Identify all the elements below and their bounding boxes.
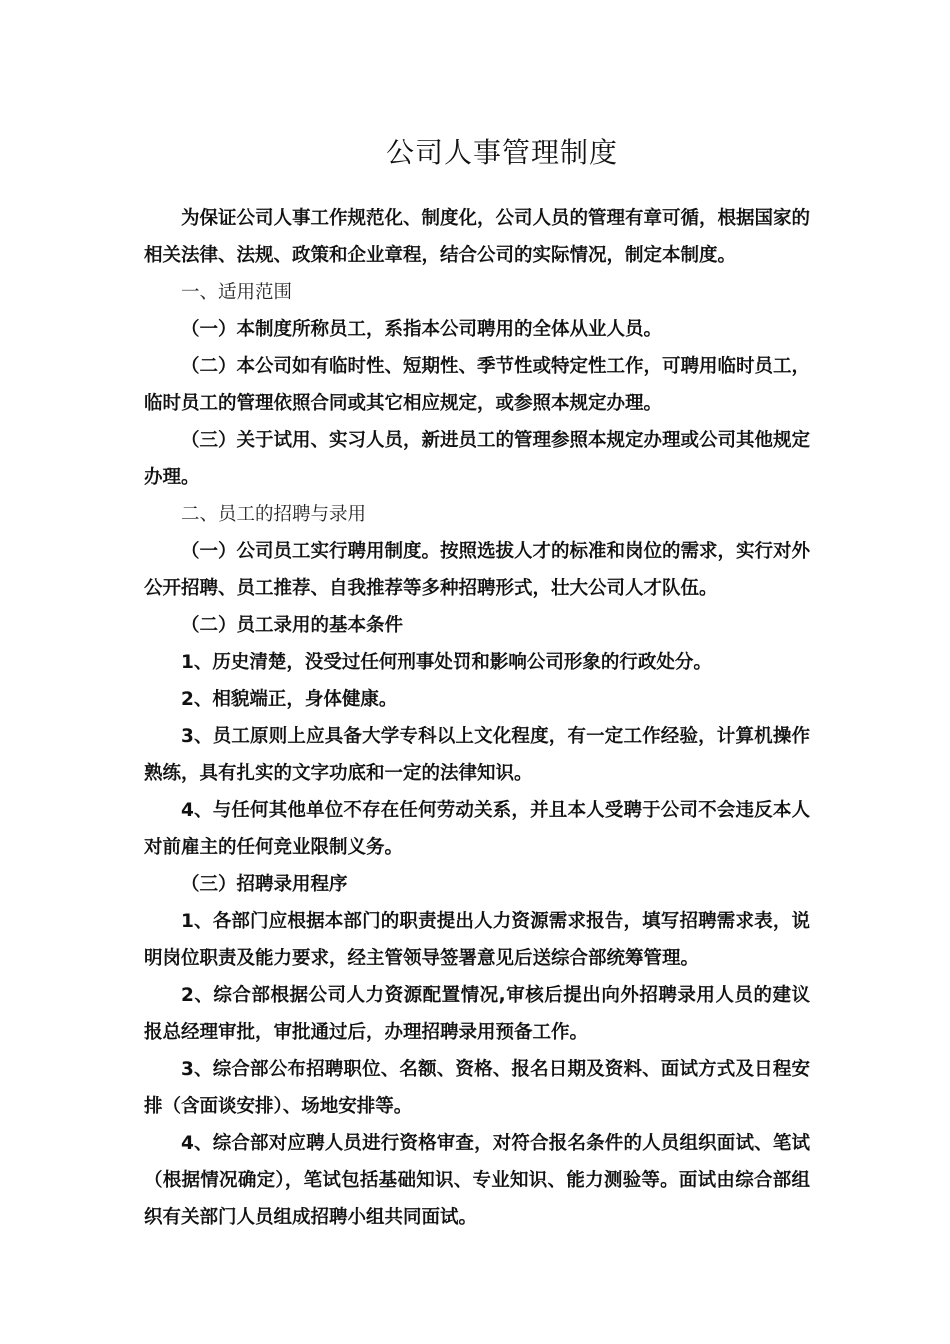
condition-item-3: 3、员工原则上应具备大学专科以上文化程度，有一定工作经验，计算机操作熟练，具有扎实的文字功底和一定的法律知识。 xyxy=(144,726,810,784)
scope-item-1: （一）本制度所称员工，系指本公司聘用的全体从业人员。 xyxy=(181,319,663,340)
recruitment-item-1: （一）公司员工实行聘用制度。按照选拔人才的标准和岗位的需求，实行对外公开招聘、员工推荐、自我推荐等多种招聘形式，壮大公司人才队伍。 xyxy=(144,541,811,599)
document-body xyxy=(144,200,810,1236)
intro-paragraph: 为保证公司人事工作规范化、制度化，公司人员的管理有章可循，根据国家的相关法律、法规、政策和企业章程，结合公司的实际情况，制定本制度。 xyxy=(144,208,811,266)
subsection-heading-procedure: （三）招聘录用程序 xyxy=(181,874,348,895)
procedure-item-3: 3、综合部公布招聘职位、名额、资格、报名日期及资料、面试方式及日程安排（含面谈安排）、场地安排等。 xyxy=(144,1059,810,1117)
condition-item-4: 4、与任何其他单位不存在任何劳动关系，并且本人受聘于公司不会违反本人对前雇主的任何竞业限制义务。 xyxy=(144,800,810,858)
procedure-item-2: 2、综合部根据公司人力资源配置情况,审核后提出向外招聘录用人员的建议报总经理审批，审批通过后，办理招聘录用预备工作。 xyxy=(144,985,810,1043)
procedure-item-4: 4、综合部对应聘人员进行资格审查，对符合报名条件的人员组织面试、笔试（根据情况确定），笔试包括基础知识、专业知识、能力测验等。面试由综合部组织有关部门人员组成招聘小组共同面试。 xyxy=(144,1133,810,1228)
condition-item-2: 2、相貌端正，身体健康。 xyxy=(181,689,398,710)
procedure-item-1: 1、各部门应根据本部门的职责提出人力资源需求报告，填写招聘需求表，说明岗位职责及能力要求，经主管领导签署意见后送综合部统筹管理。 xyxy=(144,911,810,969)
section-heading-recruitment: 二、员工的招聘与录用 xyxy=(181,504,367,525)
scope-item-3: （三）关于试用、实习人员，新进员工的管理参照本规定办理或公司其他规定办理。 xyxy=(144,430,811,488)
subsection-heading-conditions: （二）员工录用的基本条件 xyxy=(181,615,404,636)
section-heading-scope: 一、适用范围 xyxy=(181,282,293,303)
scope-item-2: （二）本公司如有临时性、短期性、季节性或特定性工作，可聘用临时员工，临时员工的管理依照合同或其它相应规定，或参照本规定办理。 xyxy=(144,356,811,414)
document-title: 公司人事管理制度 xyxy=(385,136,618,169)
condition-item-1: 1、历史清楚，没受过任何刑事处罚和影响公司形象的行政处分。 xyxy=(181,652,712,673)
